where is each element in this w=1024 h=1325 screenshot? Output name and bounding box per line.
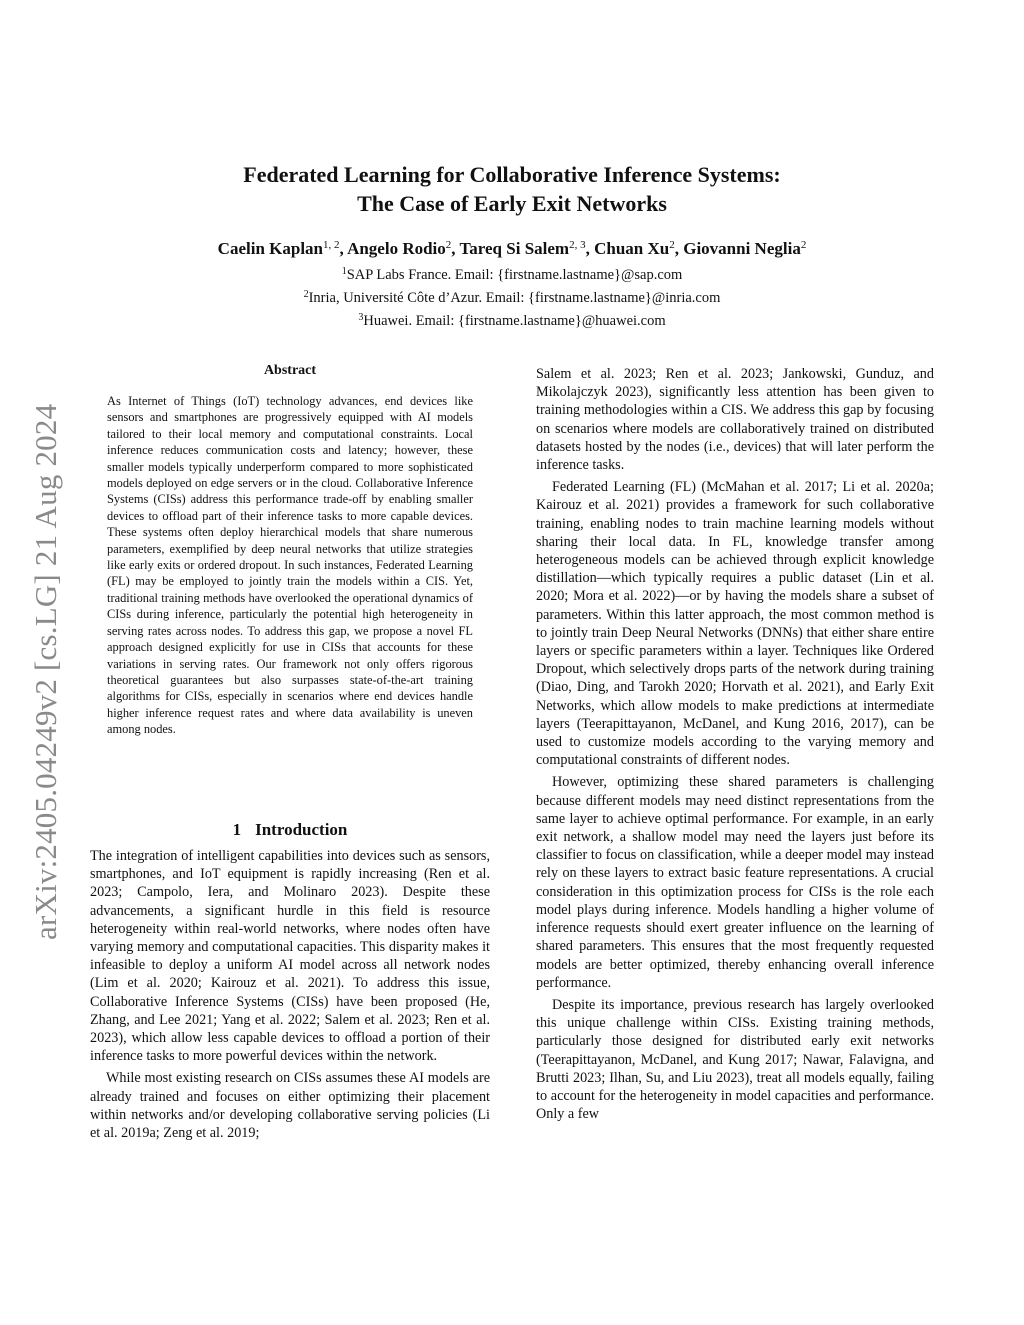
section-heading-introduction — [90, 820, 490, 840]
affiliation: $^1$SAP Labs France. Email: {firstname.lastname}@sap.com — [341, 266, 683, 283]
author: Caelin Kaplan$^{1, 2}$, — [217, 239, 348, 258]
author: Tareq Si Salem$^{2, 3}$, — [459, 239, 595, 258]
right-column — [536, 365, 934, 1127]
affiliation: $^3$Huawei. Email: {firstname.lastname}@huawei.com — [358, 312, 666, 329]
section-title: Introduction — [255, 820, 348, 839]
paragraph: However, optimizing these shared parameters is challenging because different models may need distinct representations from the same layer to achieve optimal performance. For example, in an early exit network, a shallow model may need the layers just before its classifier to focus on classification, while a deeper model may instead rely on these layers to extract basic feature representations. A crucial consideration in this optimization process for CISs is the role each model plays during inference. Models handling a higher volume of inference requests should exert greater influence on the learning of shared parameters. This ensures that the most frequently requested models are better optimized, thereby enhancing overall inference performance. — [536, 774, 934, 991]
affiliation: $^2$Inria, Université Côte d’Azur. Email: {firstname.lastname}@inria.com — [303, 289, 721, 306]
paper-title-line-1: Federated Learning for Collaborative Inference Systems: — [243, 162, 781, 187]
affiliation-list — [0, 262, 1024, 331]
arxiv-watermark: arXiv:2405.04249v2 [cs.LG] 21 Aug 2024 — [28, 403, 63, 940]
paragraph: Despite its importance, previous research has largely overlooked this unique challenge within CISs. Existing training methods, particularly those designed for distributed early exit networks (Teerapittayanon, McDanel, and Kung 2017; Nawar, Falavigna, and Brutti 2023; Ilhan, Su, and Liu 2023), treat all models equally, failing to account for the heterogeneity in model capacities and performance. Only a few — [536, 996, 934, 1123]
paper-title — [0, 160, 1024, 218]
paragraph: While most existing research on CISs assumes these AI models are already trained and focuses on either optimizing their placement within networks and/or developing collaborative serving policies (Li et al. 2019a; Zeng et al. 2019; — [90, 1070, 490, 1142]
paragraph: Salem et al. 2023; Ren et al. 2023; Jankowski, Gunduz, and Mikolajczyk 2023), significantly less attention has been given to training methodologies within a CIS. We address this gap by focusing on scenarios where models are collaboratively trained on distributed datasets hosted by the nodes (i.e., devices) that will later perform the inference tasks. — [536, 366, 934, 474]
author: Giovanni Neglia$^2$ — [683, 239, 807, 258]
section-number: 1 — [232, 820, 242, 839]
abstract-text: As Internet of Things (IoT) technology advances, end devices like sensors and smartphones are progressively equipped with AI models tailored to their local memory and computational constraints. Local inference reduces communication costs and latency; however, these smaller models typically underperform compared to more sophisticated models deployed on edge servers or in the cloud. Collaborative Inference Systems (CISs) address this performance trade-off by enabling smaller devices to offload part of their inference tasks to more capable devices. These systems often deploy hierarchical models that share numerous parameters, exemplified by deep neural networks that utilize strategies like early exits or ordered dropout. In such instances, Federated Learning (FL) may be employed to jointly train the models within a CIS. Yet, traditional training methods have overlooked the operational dynamics of CISs during inference, particularly the potential high heterogeneity in serving rates across nodes. To address this gap, we propose a novel FL approach designed explicitly for use in CISs that accounts for these variations in serving rates. Our framework not only offers rigorous theoretical guarantees but also surpasses state-of-the-art training algorithms for CISs, especially in scenarios where end devices handle higher inference request rates and where data availability is uneven among nodes. — [107, 394, 473, 737]
abstract-heading: Abstract — [263, 363, 317, 378]
paper-title-line-2: The Case of Early Exit Networks — [357, 191, 667, 216]
left-column — [90, 847, 490, 1146]
paragraph: Federated Learning (FL) (McMahan et al. 2017; Li et al. 2020a; Kairouz et al. 2021) provides a framework for such collaborative training, enabling nodes to train machine learning models without sharing their local data. In FL, knowledge transfer among heterogeneous models can be achieved through explicit knowledge distillation—which typically requires a public dataset (Lin et al. 2020; Mora et al. 2022)—or by having the models share a subset of parameters. Within this latter approach, the most common method is to jointly train Deep Neural Networks (DNNs) that either share entire layers or specific parameters within a layer. Techniques like Ordered Dropout, which selectively drops parts of the network during training (Diao, Ding, and Tarokh 2020; Horvath et al. 2021), and Early Exit Networks, which allow models to make predictions at intermediate layers (Teerapittayanon, McDanel, and Kung 2016, 2017), can be used to customize models according to the varying memory and computational constraints of different nodes. — [536, 479, 934, 769]
abstract-body — [107, 393, 473, 738]
author: Angelo Rodio$^2$, — [347, 239, 460, 258]
author-list — [0, 234, 1024, 260]
paragraph: The integration of intelligent capabilities into devices such as sensors, smartphones, and IoT equipment is rapidly increasing (Ren et al. 2023; Campolo, Iera, and Molinaro 2023). Despite these advancements, a significant hurdle in this field is resource heterogeneity within real-world networks, where nodes often have varying memory and computational capacities. This disparity makes it infeasible to deploy a uniform AI model across all network nodes (Lim et al. 2020; Kairouz et al. 2021). To address this issue, Collaborative Inference Systems (CISs) have been proposed (He, Zhang, and Lee 2021; Yang et al. 2022; Salem et al. 2023; Ren et al. 2023), which allow less capable devices to offload a portion of their inference tasks to more powerful devices within the network. — [90, 848, 490, 1065]
author: Chuan Xu$^2$, — [594, 239, 684, 258]
